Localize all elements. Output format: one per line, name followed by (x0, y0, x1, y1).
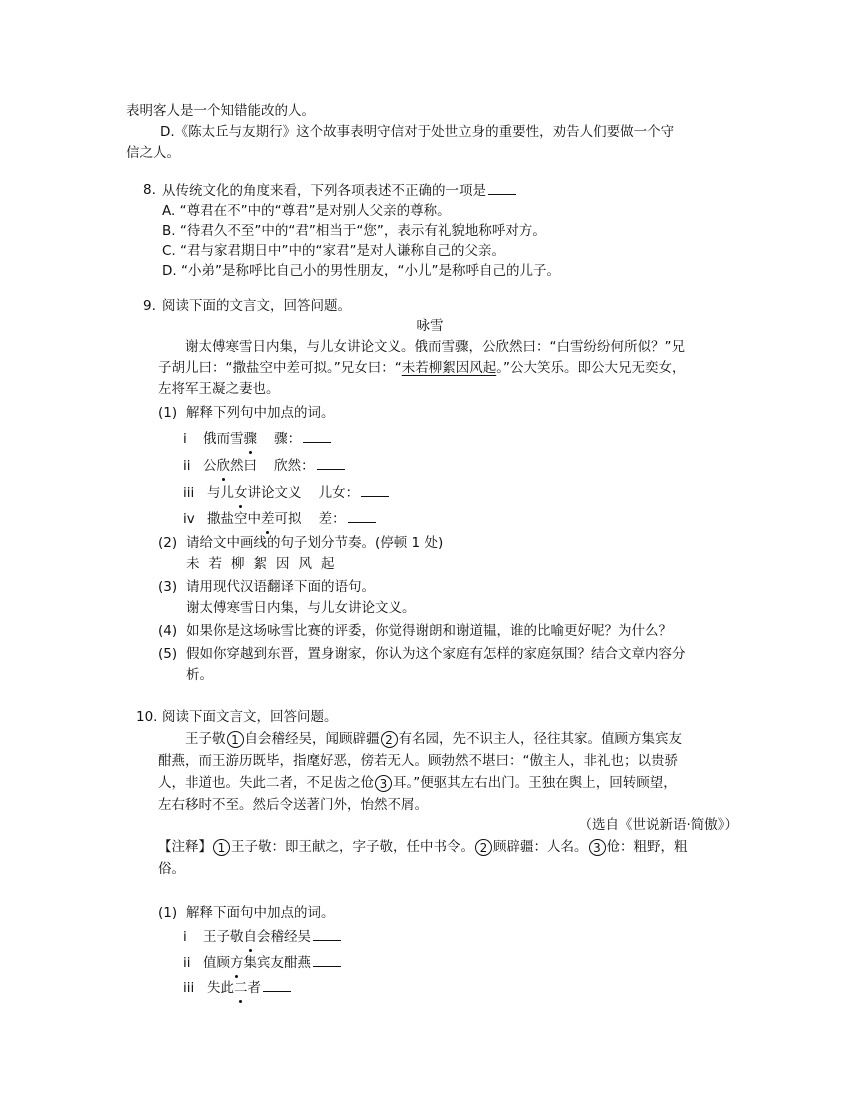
item-pre: 王子敬 (203, 929, 244, 945)
note-label: 【注释】 (158, 839, 212, 855)
q9-sub1-number: (1) (158, 405, 178, 421)
item-num: iv (183, 511, 195, 527)
item-post: 然曰 (230, 458, 257, 474)
q8-answer-blank[interactable] (488, 180, 516, 195)
q9-sub1-item-iv (183, 508, 376, 529)
q8-option-a[interactable] (162, 201, 451, 221)
dotted-word: 欣 (216, 458, 230, 474)
q9-sub4-number: (4) (158, 623, 178, 639)
note-marker-1: 1 (227, 731, 244, 748)
q9-passage-line2 (158, 358, 685, 378)
answer-blank[interactable] (348, 508, 376, 523)
option-text: “小弟”是称呼比自己小的男性朋友，“小儿”是称呼自己的儿子。 (180, 263, 560, 279)
passage-text: 有名园，先不识主人，径往其家。值顾方集宾友 (398, 731, 682, 747)
option-label: C. (162, 243, 176, 259)
item-term: 儿女： (318, 485, 360, 501)
note-marker-3: 3 (589, 839, 606, 856)
dotted-word: 骤 (243, 431, 257, 447)
passage-text: 耳。”便驱其左右出门。王独在舆上，回转顾望， (393, 775, 677, 791)
q10-source: （选自《世说新语·简傲》） (578, 817, 738, 833)
q10-passage-line4: 左右移时不至。然后令送著门外，怡然不屑。 (158, 797, 428, 813)
q9-sub1-text: 解释下列句中加点的词。 (186, 405, 335, 421)
answer-blank[interactable] (303, 428, 331, 443)
q10-sub1-number: (1) (158, 905, 178, 921)
option-text: “君与家君期日中”中的“家君”是对人谦称自己的父亲。 (180, 243, 505, 259)
dotted-word: 女 (234, 485, 248, 501)
item-post: 会稽经吴 (257, 929, 311, 945)
option-text: “尊君在不”中的“尊君”是对别人父亲的尊称。 (179, 203, 451, 219)
q9-sub5-number: (5) (158, 646, 178, 662)
q10-passage-line1 (185, 729, 682, 749)
q10-passage-line2: 酣燕，而王游历既毕，指麾好恶，傍若无人。顾勃然不堪曰：“傲主人，非礼也；以贵骄 (158, 753, 678, 769)
passage-text: 。”公大笑乐。即公大兄无奕女， (496, 360, 686, 376)
underlined-sentence: 未若柳絮因风起 (401, 360, 497, 376)
q9-sub4-text: 如果你是这场咏雪比赛的评委，你觉得谢朗和谢道韫，谁的比喻更好呢？为什么？ (186, 623, 672, 639)
item-term: 差： (318, 511, 346, 527)
q10-notes-line2: 俗。 (158, 861, 185, 877)
q9-sub5-text-line2: 析。 (186, 667, 213, 683)
item-post: 集宾友酣燕 (243, 955, 311, 971)
item-num: ii (183, 458, 191, 474)
item-pre: 值顾 (203, 955, 230, 971)
q9-sub2-text: 请给文中画线的句子划分节奏。(停顿 1 处) (186, 535, 444, 551)
q9-stem: 阅读下面的文言文，回答问题。 (162, 298, 351, 314)
note-marker-1: 1 (213, 839, 230, 856)
answer-blank[interactable] (313, 952, 341, 967)
item-term: 欣然： (274, 458, 315, 474)
passage-text: 人，非道也。失此二者，不足齿之伧 (158, 775, 374, 791)
prev-option-d-line1: D.《陈太丘与友期行》这个故事表明守信对于处世立身的重要性，劝告人们要做一个守 (160, 124, 675, 140)
q9-sub1-item-iii (183, 482, 389, 503)
q10-sub1-item-iii (183, 977, 291, 998)
item-post: 讲论文义 (247, 485, 302, 501)
item-post: 者 (247, 980, 261, 996)
dotted-word: 自 (243, 929, 257, 945)
note-text: 顾辟疆：人名。 (493, 839, 588, 855)
item-pre: 与儿 (207, 485, 234, 501)
q9-sub2-sentence: 未若柳絮因风起 (186, 556, 344, 572)
passage-text: 子胡儿曰：“撒盐空中差可拟。”兄女曰：“ (158, 360, 402, 376)
q9-sub2-number: (2) (158, 535, 178, 551)
q8-option-c[interactable] (162, 241, 505, 261)
note-text: 伧：粗野，粗 (606, 839, 688, 855)
answer-blank[interactable] (361, 482, 389, 497)
passage-text: 王子敬 (185, 731, 226, 747)
answer-blank[interactable] (263, 977, 291, 992)
note-marker-3: 3 (375, 775, 392, 792)
q9-number: 9. (143, 298, 156, 314)
note-marker-2: 2 (381, 731, 398, 748)
q10-stem: 阅读下面文言文，回答问题。 (162, 709, 338, 725)
item-pre: 失此 (207, 980, 234, 996)
answer-blank[interactable] (317, 455, 345, 470)
note-text: 王子敬：即王献之，字子敬，任中书令。 (231, 839, 474, 855)
q10-number: 10. (136, 709, 158, 725)
q9-sub3-number: (3) (158, 579, 178, 595)
q10-sub1-text: 解释下面句中加点的词。 (186, 905, 335, 921)
q8-stem-text: 从传统文化的角度来看，下列各项表述不正确的一项是 (162, 183, 486, 199)
item-post: 可拟 (274, 511, 302, 527)
q9-passage-title: 咏雪 (416, 318, 444, 334)
q8-stem (162, 180, 516, 201)
item-num: iii (183, 980, 195, 996)
option-label: D. (162, 263, 177, 279)
option-label: B. (162, 223, 176, 239)
q10-sub1-item-ii (183, 952, 341, 973)
q10-sub1-item-i (183, 926, 341, 947)
passage-text: 自会稽经吴，闻顾辟疆 (244, 731, 380, 747)
q8-option-d[interactable] (162, 261, 560, 281)
item-pre: 撒盐空中 (207, 511, 261, 527)
q9-sub1-item-ii (183, 455, 345, 476)
q9-passage-line3: 左将军王凝之妻也。 (158, 381, 280, 397)
item-pre: 公 (203, 458, 217, 474)
dotted-word: 方 (230, 955, 244, 971)
prev-line: 表明客人是一个知错能改的人。 (126, 103, 315, 119)
option-label: A. (162, 203, 176, 219)
option-text: “待君久不至”中的“君”相当于“您”，表示有礼貌地称呼对方。 (179, 223, 546, 239)
q9-sub3-sentence: 谢太傅寒雪日内集，与儿女讲论文义。 (186, 600, 416, 616)
answer-blank[interactable] (313, 926, 341, 941)
item-num: i (183, 929, 187, 945)
q8-number: 8. (143, 182, 156, 198)
item-num: iii (183, 485, 195, 501)
q8-option-b[interactable] (162, 221, 546, 241)
dotted-word: 差 (261, 511, 275, 527)
q9-sub5-text-line1: 假如你穿越到东晋，置身谢家，你认为这个家庭有怎样的家庭氛围？结合文章内容分 (186, 646, 686, 662)
q9-passage-line1: 谢太傅寒雪日内集，与儿女讲论文义。俄而雪骤，公欣然曰：“白雪纷纷何所似？”兄 (185, 339, 685, 355)
dotted-word: 二 (234, 980, 248, 996)
q10-passage-line3 (158, 773, 677, 793)
q10-notes-line1 (158, 837, 688, 857)
item-pre: 俄而雪 (203, 431, 244, 447)
item-num: i (183, 431, 187, 447)
prev-option-d-line2: 信之人。 (126, 145, 180, 161)
q9-sub3-text: 请用现代汉语翻译下面的语句。 (186, 579, 375, 595)
item-num: ii (183, 955, 191, 971)
q9-sub1-item-i (183, 428, 331, 449)
item-term: 骤： (274, 431, 302, 447)
note-marker-2: 2 (475, 839, 492, 856)
